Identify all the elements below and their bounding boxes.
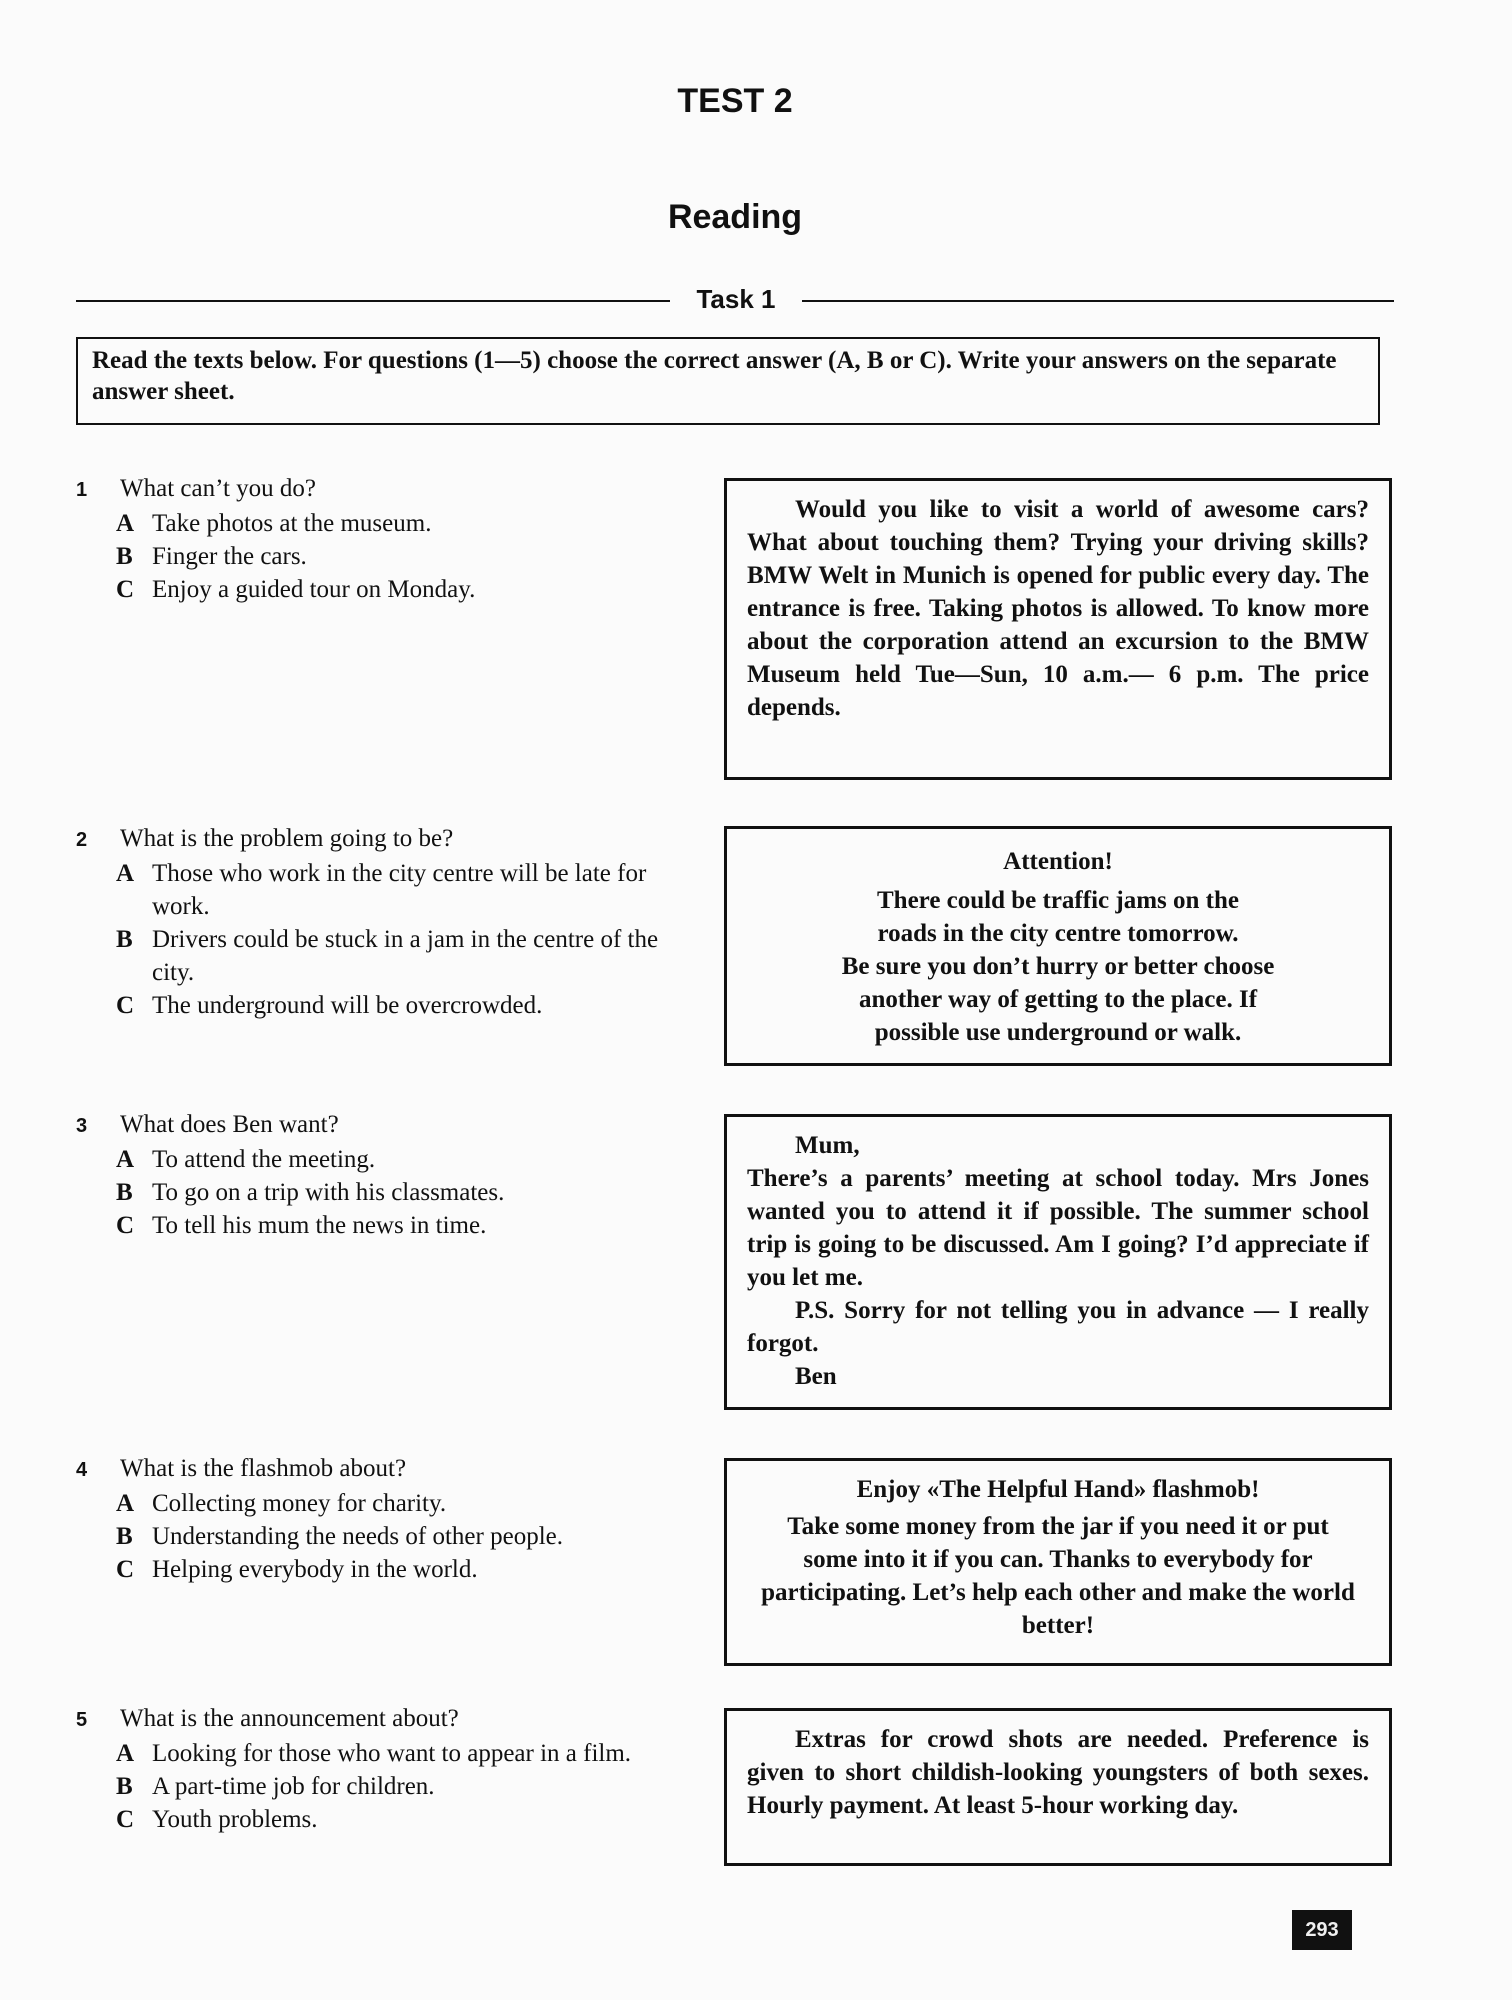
option-text: Enjoy a guided tour on Monday. xyxy=(152,576,476,603)
task-divider-left xyxy=(76,300,670,302)
question-number: 2 xyxy=(76,829,88,851)
option-text: Collecting money for charity. xyxy=(152,1490,447,1517)
question-text: What can’t you do? xyxy=(120,475,316,502)
option-text: Take photos at the museum. xyxy=(152,510,432,537)
option-letter: A xyxy=(116,1740,135,1767)
question-text: What is the flashmob about? xyxy=(120,1455,407,1482)
text-line: There could be traffic jams on the xyxy=(877,887,1239,914)
option-letter: A xyxy=(116,1490,135,1517)
option-text: Youth problems. xyxy=(152,1806,318,1833)
text-box-5: Extras for crowd shots are needed. Preference is given to short childish-looking youngsters of both sexes. Hourly payment. At least 5-hour working day. xyxy=(724,1708,1392,1866)
question-text: What is the announcement about? xyxy=(120,1705,459,1732)
question-number: 5 xyxy=(76,1709,88,1731)
option-text: To attend the meeting. xyxy=(152,1146,376,1173)
test-title: TEST 2 xyxy=(677,82,793,120)
option-letter: A xyxy=(116,860,135,887)
option-text: Looking for those who want to appear in a film. xyxy=(152,1740,632,1767)
option-letter: B xyxy=(116,926,133,953)
option-a xyxy=(76,1737,696,1770)
option-c xyxy=(76,1209,696,1242)
section-title: Reading xyxy=(667,198,803,236)
page-number: 293 xyxy=(1292,1910,1352,1950)
option-b xyxy=(76,1176,696,1209)
text-box-1: Would you like to visit a world of awesome cars? What about touching them? Trying your driving skills? BMW Welt in Munich is opened for public every day. The entrance is free. Taking photos is allowed. To know more about the corporation attend an excursion to the BMW Museum held Tue—Sun, 10 a.m.— 6 p.m. The price depends. xyxy=(724,478,1392,780)
note-ps: P.S. Sorry for not telling you in advance — I really forgot. xyxy=(747,1297,1369,1357)
option-letter: C xyxy=(116,1212,135,1239)
task-divider-right xyxy=(802,300,1394,302)
text-box-4 xyxy=(724,1458,1392,1666)
option-text: A part-time job for children. xyxy=(152,1773,435,1800)
question-number: 3 xyxy=(76,1115,88,1137)
option-a xyxy=(76,857,696,923)
option-letter: C xyxy=(116,992,135,1019)
task-label: Task 1 xyxy=(696,284,776,314)
option-letter: C xyxy=(116,1556,135,1583)
option-text: To tell his mum the news in time. xyxy=(152,1212,487,1239)
option-text: Those who work in the city centre will be late for work. xyxy=(152,860,647,920)
question-3 xyxy=(76,1108,696,1242)
option-b xyxy=(76,923,696,989)
option-letter: B xyxy=(116,1773,133,1800)
option-text: The underground will be overcrowded. xyxy=(152,992,543,1019)
question-4 xyxy=(76,1452,696,1586)
option-a xyxy=(76,1487,696,1520)
flashmob-heading: Enjoy «The Helpful Hand» flashmob! xyxy=(856,1476,1260,1503)
option-c xyxy=(76,1803,696,1836)
option-letter: B xyxy=(116,543,133,570)
question-5 xyxy=(76,1702,696,1836)
option-b xyxy=(76,540,696,573)
option-letter: C xyxy=(116,576,135,603)
note-body: There’s a parents’ meeting at school today. Mrs Jones wanted you to attend it if possible. The summer school trip is going to be discussed. Am I going? I’d appreciate if you let me. xyxy=(747,1165,1369,1291)
text-line: roads in the city centre tomorrow. xyxy=(877,920,1239,947)
question-2 xyxy=(76,822,696,1022)
option-text: Helping everybody in the world. xyxy=(152,1556,478,1583)
option-letter: A xyxy=(116,510,135,537)
question-text: What is the problem going to be? xyxy=(120,825,454,852)
option-letter: A xyxy=(116,1146,135,1173)
option-a xyxy=(76,507,696,540)
note-greeting: Mum, xyxy=(795,1132,860,1159)
option-letter: B xyxy=(116,1523,133,1550)
option-c xyxy=(76,1553,696,1586)
text-line: another way of getting to the place. If xyxy=(858,986,1258,1013)
question-text: What does Ben want? xyxy=(120,1111,339,1138)
question-number: 4 xyxy=(76,1459,88,1481)
instruction-box: Read the texts below. For questions (1—5) choose the correct answer (A, B or C). Write your answers on the separate answer sheet. xyxy=(76,337,1380,425)
option-text: Finger the cars. xyxy=(152,543,307,570)
option-c xyxy=(76,989,696,1022)
option-letter: C xyxy=(116,1806,135,1833)
flashmob-body: Take some money from the jar if you need it or put some into it if you can. Thanks to everybody for participating. Let’s help each other and make the world better! xyxy=(761,1513,1355,1639)
text-line: possible use underground or walk. xyxy=(874,1019,1242,1046)
option-b xyxy=(76,1520,696,1553)
text-box-2 xyxy=(724,826,1392,1066)
option-b xyxy=(76,1770,696,1803)
option-c xyxy=(76,573,696,606)
question-1 xyxy=(76,472,696,606)
option-text: Drivers could be stuck in a jam in the centre of the city. xyxy=(152,926,659,986)
option-text: Understanding the needs of other people. xyxy=(152,1523,563,1550)
attention-heading: Attention! xyxy=(1003,848,1113,875)
text-line: Be sure you don’t hurry or better choose xyxy=(841,953,1275,980)
note-signature: Ben xyxy=(795,1363,837,1390)
option-letter: B xyxy=(116,1179,133,1206)
text-box-3 xyxy=(724,1114,1392,1410)
question-number: 1 xyxy=(76,479,88,501)
option-text: To go on a trip with his classmates. xyxy=(152,1179,505,1206)
option-a xyxy=(76,1143,696,1176)
